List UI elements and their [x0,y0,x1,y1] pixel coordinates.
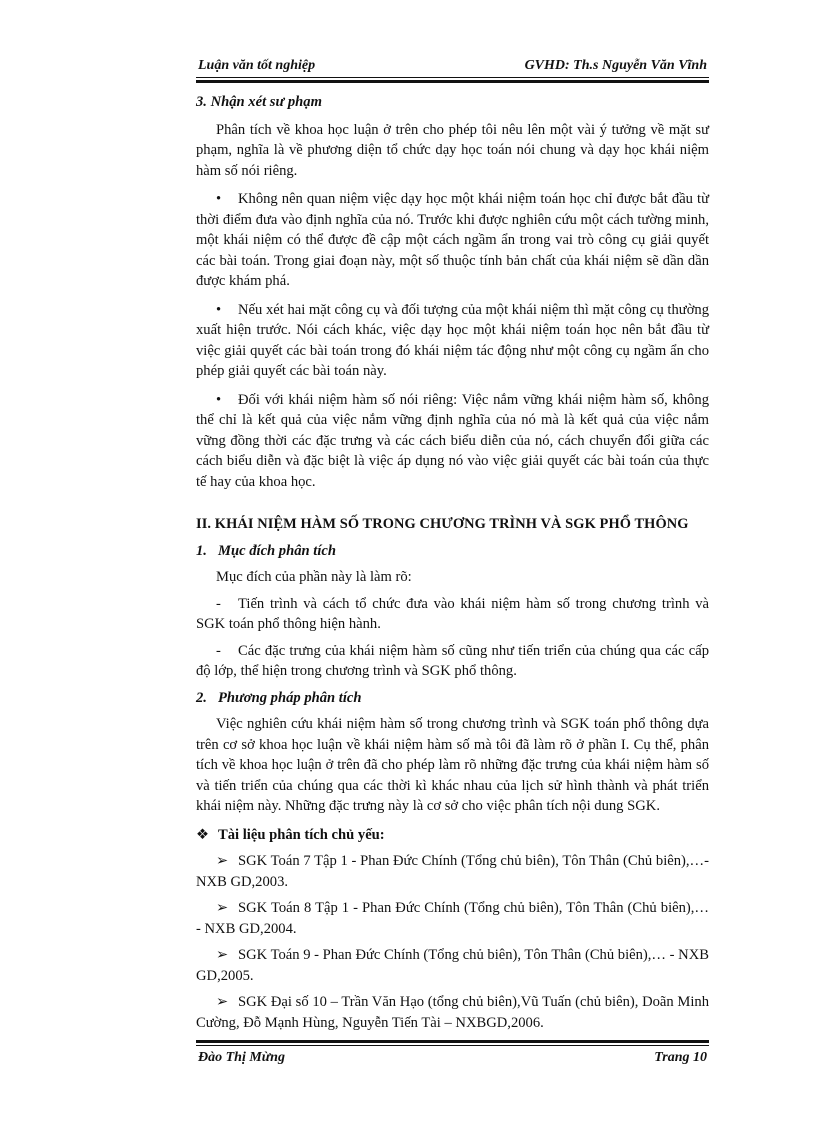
subsection-1-intro: Mục đích của phần này là làm rõ: [216,569,412,585]
subsection-1-number: 1. [196,542,207,559]
footer-author: Đào Thị Mừng [198,1050,285,1065]
bullet-item [196,300,709,382]
bullet-icon: • [216,301,222,318]
arrow-icon: ➢ [216,994,229,1010]
document-item [196,992,709,1033]
section-3-heading: 3. Nhận xét sư phạm [196,94,322,110]
documents-heading-text: Tài liệu phân tích chủ yếu: [218,826,385,843]
section-II-heading: II. KHÁI NIỆM HÀM SỐ TRONG CHƯƠNG TRÌNH VÀ SGK PHỔ THÔNG [196,516,689,532]
arrow-icon: ➢ [216,947,229,963]
dash-icon: - [216,642,221,659]
dash-text: Các đặc trưng của khái niệm hàm số cũng như tiến triển của chúng qua các cấp độ lớp, thể hiện trong chương trình và SGK phổ thông. [196,642,709,679]
arrow-icon: ➢ [216,853,229,869]
page-body [196,90,709,1039]
diamond-icon: ❖ [196,826,210,843]
header-thesis-title: Luận văn tốt nghiệp [198,58,316,73]
arrow-icon: ➢ [216,900,229,916]
documents-heading [196,825,709,846]
subsection-2-title: Phương pháp phân tích [218,689,362,706]
bullet-text: Đối với khái niệm hàm số nói riêng: Việc nắm vững khái niệm hàm số, không thể chỉ là kết quả của việc nắm vững định nghĩa của nó mà là kết quả của việc nắm vững đồng thời các đặc trưng và các cách biểu diễn của nó, cách chuyển đổi giữa các cách biểu diễn và đặc biệt là việc áp dụng nó vào việc giải quyết các bài toán của thực tế hay của khoa học. [196,391,709,490]
document-text: SGK Toán 9 - Phan Đức Chính (Tổng chủ biên), Tôn Thân (Chủ biên),… - NXB GD,2005. [196,947,709,984]
subsection-2-body: Việc nghiên cứu khái niệm hàm số trong chương trình và SGK toán phổ thông dựa trên cơ sở khoa học luận về khái niệm hàm số mà tôi đã làm rõ ở phần I. Cụ thể, phân tích về khoa học luận ở trên đã cho phép làm rõ những đặc trưng của khái niệm hàm số và tiến triển của chúng qua các thời kì khác nhau của lịch sử hình thành và phát triển khái niệm này. Những đặc trưng này là cơ sở cho việc phân tích nội dung SGK. [196,716,709,814]
document-item [196,945,709,986]
document-item [196,851,709,892]
dash-icon: - [216,595,221,612]
header-advisor: GVHD: Th.s Nguyễn Văn Vĩnh [524,58,707,73]
bullet-icon: • [216,191,222,207]
subsection-1-title: Mục đích phân tích [218,542,336,559]
bullet-icon: • [216,391,222,408]
bullet-text: Nếu xét hai mặt công cụ và đối tượng của một khái niệm thì mặt công cụ thường xuất hiện trước. Nói cách khác, việc dạy học một khái niệm toán học nên bắt đầu từ việc giải quyết các bài toán trong đó khái niệm tác động như một công cụ ngầm ẩn cho phép giải quyết các bài toán này. [196,301,709,379]
dash-text: Tiến trình và cách tổ chức đưa vào khái niệm hàm số trong chương trình và SGK toán phổ thông hiện hành. [196,595,709,632]
header-rule-thin [196,77,709,78]
page-footer [196,1050,709,1070]
document-text: SGK Toán 7 Tập 1 - Phan Đức Chính (Tổng chủ biên), Tôn Thân (Chủ biên),…- NXB GD,2003. [196,853,709,890]
dash-item [196,641,709,682]
document-item [196,898,709,939]
bullet-item [196,189,709,292]
document-text: SGK Đại số 10 – Trần Văn Hạo (tổng chủ biên),Vũ Tuấn (chủ biên), Doãn Minh Cường, Đỗ Mạnh Hùng, Nguyễn Tiến Tài – NXBGD,2006. [196,994,709,1031]
footer-rule-thick [196,1040,709,1043]
subsection-2-number: 2. [196,689,207,706]
bullet-item [196,390,709,493]
bullet-text: Không nên quan niệm việc dạy học một khái niệm toán học chỉ được bắt đầu từ thời điểm đưa vào định nghĩa của nó. Trước khi được nghiên cứu một cách tường minh, một khái niệm có thể được đề cập một cách ngầm ẩn trong vai trò công cụ giải quyết các bài toán. Trong giai đoạn này, một số thuộc tính bản chất của khái niệm sẽ dần dần được khám phá. [196,191,709,289]
subsection-1-heading [196,541,709,562]
footer-page-number: Trang 10 [654,1050,707,1065]
section-3-intro: Phân tích về khoa học luận ở trên cho phép tôi nêu lên một vài ý tưởng về mặt sư phạm, nghĩa là về phương diện tổ chức dạy học toán nói chung và dạy học khái niệm hàm số nói riêng. [196,121,709,179]
header-rule-thick [196,80,709,83]
dash-item [196,594,709,635]
subsection-2-heading [196,688,709,709]
page-header [196,58,709,78]
footer-rule-thin [196,1045,709,1046]
document-text: SGK Toán 8 Tập 1 - Phan Đức Chính (Tổng chủ biên), Tôn Thân (Chủ biên),… - NXB GD,2004. [196,900,709,937]
